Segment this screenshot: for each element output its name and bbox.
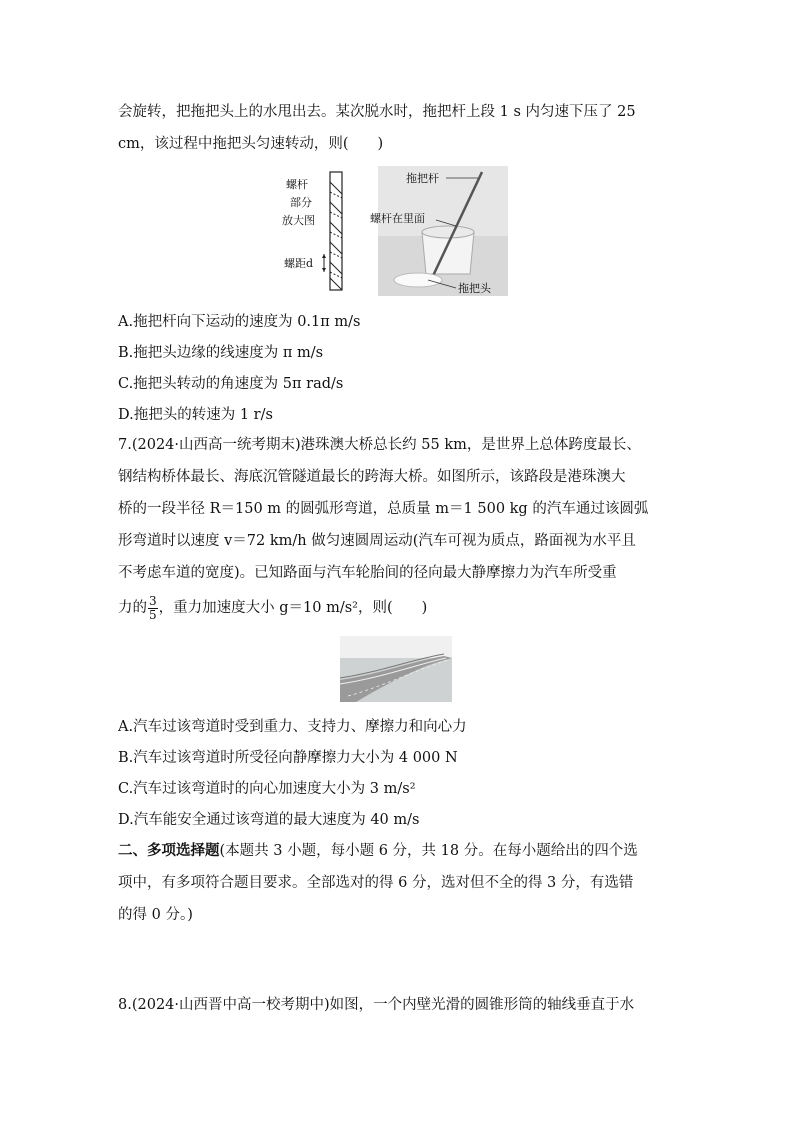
- section-2-title: 二、多项选择题: [118, 843, 220, 859]
- q7-line6-before: 力的: [118, 600, 147, 616]
- q7-text-line-3: 桥的一段半径 R＝150 m 的圆弧形弯道，总质量 m＝1 500 kg 的汽车通过该圆弧: [118, 501, 649, 517]
- fraction-denominator: 5: [149, 607, 157, 622]
- q7-text-line-4: 形弯道时以速度 v＝72 km/h 做匀速圆周运动(汽车可视为质点，路面视为水平且: [118, 533, 636, 549]
- section-2-line-1: [118, 840, 638, 862]
- label-screw: 螺杆: [286, 178, 308, 191]
- fraction-three-fifths: [148, 595, 158, 622]
- section-2-line-3: 的得 0 分。): [118, 907, 193, 923]
- q7-option-c: C.汽车过该弯道时的向心加速度大小为 3 m/s²: [118, 781, 416, 797]
- q7-text-line-5: 不考虑车道的宽度)。已知路面与汽车轮胎间的径向最大静摩擦力为汽车所受重: [118, 565, 617, 581]
- label-part: 部分: [290, 196, 312, 209]
- label-enlarged: 放大图: [282, 214, 315, 227]
- q7-line6-after: ，重力加速度大小 g＝10 m/s²，则( ): [158, 600, 428, 616]
- fraction-numerator: 3: [149, 593, 157, 608]
- label-mop-head: 拖把头: [458, 282, 491, 295]
- bridge-photo: [340, 636, 452, 702]
- q6-option-d: D.拖把头的转速为 1 r/s: [118, 407, 273, 423]
- section-2-desc: (本题共 3 小题，每小题 6 分，共 18 分。在每小题给出的四个选: [219, 843, 638, 859]
- q7-option-a: A.汽车过该弯道时受到重力、支持力、摩擦力和向心力: [118, 719, 467, 735]
- section-2-line-2: 项中，有多项符合题目要求。全部选对的得 6 分，选对但不全的得 3 分，有选错: [118, 875, 634, 891]
- q7-text-line-6: [118, 594, 427, 622]
- label-pitch: 螺距d: [284, 257, 314, 270]
- q6-text-line-2: cm，该过程中拖把头匀速转动，则( ): [118, 136, 384, 152]
- q7-text-line-2: 钢结构桥体最长、海底沉管隧道最长的跨海大桥。如图所示，该路段是港珠澳大: [118, 469, 626, 485]
- mop-photo: [370, 166, 508, 296]
- q7-option-d: D.汽车能安全通过该弯道的最大速度为 40 m/s: [118, 812, 420, 828]
- q6-text-line-1: 会旋转，把拖把头上的水甩出去。某次脱水时，拖把杆上段 1 s 内匀速下压了 25: [118, 104, 636, 120]
- q6-option-c: C.拖把头转动的角速度为 5π rad/s: [118, 376, 344, 392]
- q8-text-line-1: 8.(2024·山西晋中高一校考期中)如图，一个内壁光滑的圆锥形筒的轴线垂直于水: [118, 997, 635, 1013]
- screw-rod-diagram: [282, 168, 362, 296]
- q7-text-line-1: 7.(2024·山西高一统考期末)港珠澳大桥总长约 55 km，是世界上总体跨度最长、: [118, 437, 641, 453]
- label-mop-rod: 拖把杆: [406, 172, 439, 185]
- q6-option-b: B.拖把头边缘的线速度为 π m/s: [118, 345, 324, 361]
- q6-option-a: A.拖把杆向下运动的速度为 0.1π m/s: [118, 314, 361, 330]
- label-screw-inside: 螺杆在里面: [370, 212, 425, 225]
- q7-option-b: B.汽车过该弯道时所受径向静摩擦力大小为 4 000 N: [118, 750, 458, 766]
